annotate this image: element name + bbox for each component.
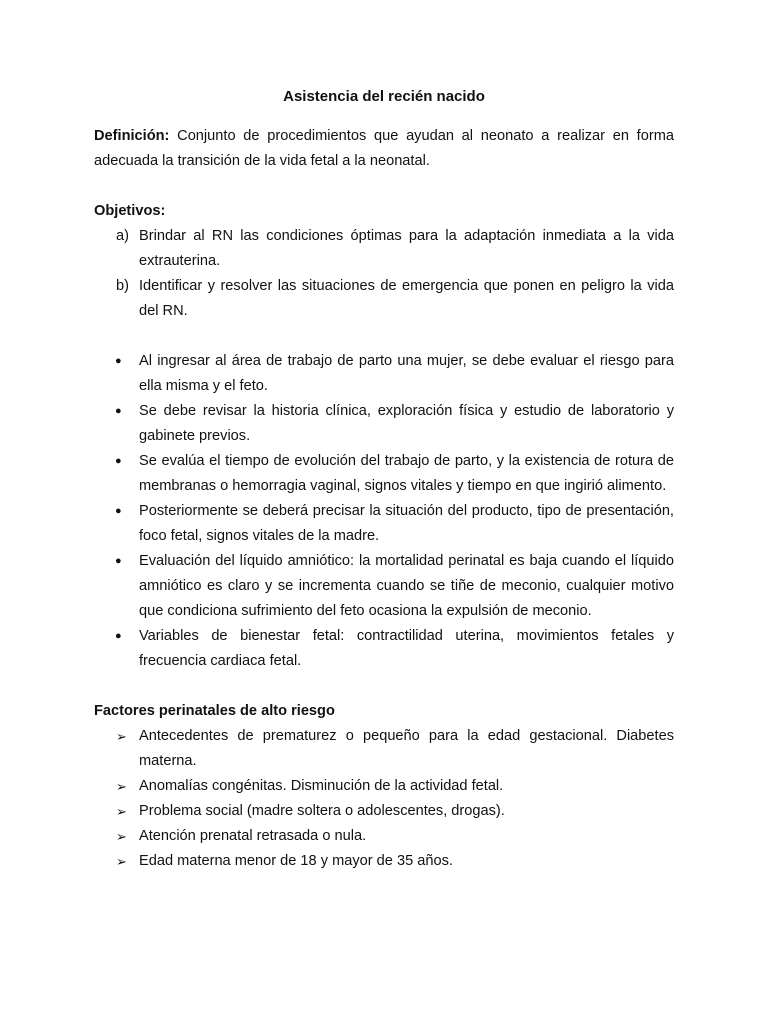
list-item bbox=[94, 774, 674, 799]
list-item-text: Problema social (madre soltera o adolescentes, drogas). bbox=[139, 803, 505, 819]
list-item-text: Anomalías congénitas. Disminución de la actividad fetal. bbox=[139, 778, 504, 794]
list-item bbox=[94, 274, 674, 324]
list-item-text: Se debe revisar la historia clínica, exploración física y estudio de laboratorio y gabinete previos. bbox=[139, 403, 674, 444]
list-item-text: Brindar al RN las condiciones óptimas para la adaptación inmediata a la vida extrauterina. bbox=[139, 228, 674, 269]
list-item-text: Identificar y resolver las situaciones de emergencia que ponen en peligro la vida del RN. bbox=[139, 278, 674, 319]
list-item bbox=[94, 799, 674, 824]
list-item-text: Evaluación del líquido amniótico: la mortalidad perinatal es baja cuando el líquido amniótico es claro y se incrementa cuando se tiñe de meconio, cualquier motivo que condiciona sufrimiento del feto ocasiona la expulsión de meconio. bbox=[139, 553, 674, 619]
list-item-text: Posteriormente se deberá precisar la situación del producto, tipo de presentación, foco fetal, signos vitales de la madre. bbox=[139, 503, 674, 544]
list-item-text: Al ingresar al área de trabajo de parto una mujer, se debe evaluar el riesgo para ella misma y el feto. bbox=[139, 353, 674, 394]
bullet-icon: ● bbox=[115, 355, 122, 367]
list-marker: a) bbox=[116, 228, 129, 244]
list-marker: b) bbox=[116, 278, 129, 294]
list-item bbox=[94, 724, 674, 774]
list-item-text: Variables de bienestar fetal: contractilidad uterina, movimientos fetales y frecuencia cardiaca fetal. bbox=[139, 628, 674, 669]
list-item bbox=[94, 849, 674, 874]
risk-factors-heading: Factores perinatales de alto riesgo bbox=[94, 703, 335, 719]
objectives-heading: Objetivos: bbox=[94, 203, 166, 219]
arrow-bullet-icon: ➢ bbox=[116, 854, 127, 869]
arrow-bullet-icon: ➢ bbox=[116, 779, 127, 794]
definition-paragraph bbox=[94, 124, 674, 174]
definition-label: Definición: bbox=[94, 128, 170, 144]
list-item-text: Se evalúa el tiempo de evolución del trabajo de parto, y la existencia de rotura de membranas o hemorragia vaginal, signos vitales y tiempo en que ingirió alimento. bbox=[139, 453, 674, 494]
list-item bbox=[94, 399, 674, 449]
list-item bbox=[94, 824, 674, 849]
list-item bbox=[94, 449, 674, 499]
assessment-list bbox=[94, 349, 674, 674]
list-item bbox=[94, 224, 674, 274]
list-item bbox=[94, 499, 674, 549]
arrow-bullet-icon: ➢ bbox=[116, 729, 127, 744]
bullet-icon: ● bbox=[115, 405, 122, 417]
list-item-text: Antecedentes de prematurez o pequeño para la edad gestacional. Diabetes materna. bbox=[139, 728, 674, 769]
list-item bbox=[94, 549, 674, 624]
document-title: Asistencia del recién nacido bbox=[283, 88, 485, 105]
bullet-icon: ● bbox=[115, 455, 122, 467]
list-item bbox=[94, 624, 674, 674]
bullet-icon: ● bbox=[115, 555, 122, 567]
arrow-bullet-icon: ➢ bbox=[116, 804, 127, 819]
arrow-bullet-icon: ➢ bbox=[116, 829, 127, 844]
bullet-icon: ● bbox=[115, 630, 122, 642]
list-item-text: Edad materna menor de 18 y mayor de 35 años. bbox=[139, 853, 453, 869]
bullet-icon: ● bbox=[115, 505, 122, 517]
list-item bbox=[94, 349, 674, 399]
risk-factors-list bbox=[94, 724, 674, 874]
list-item-text: Atención prenatal retrasada o nula. bbox=[139, 828, 367, 844]
objectives-list bbox=[94, 224, 674, 324]
definition-text: Conjunto de procedimientos que ayudan al neonato a realizar en forma adecuada la transición de la vida fetal a la neonatal. bbox=[94, 128, 674, 169]
